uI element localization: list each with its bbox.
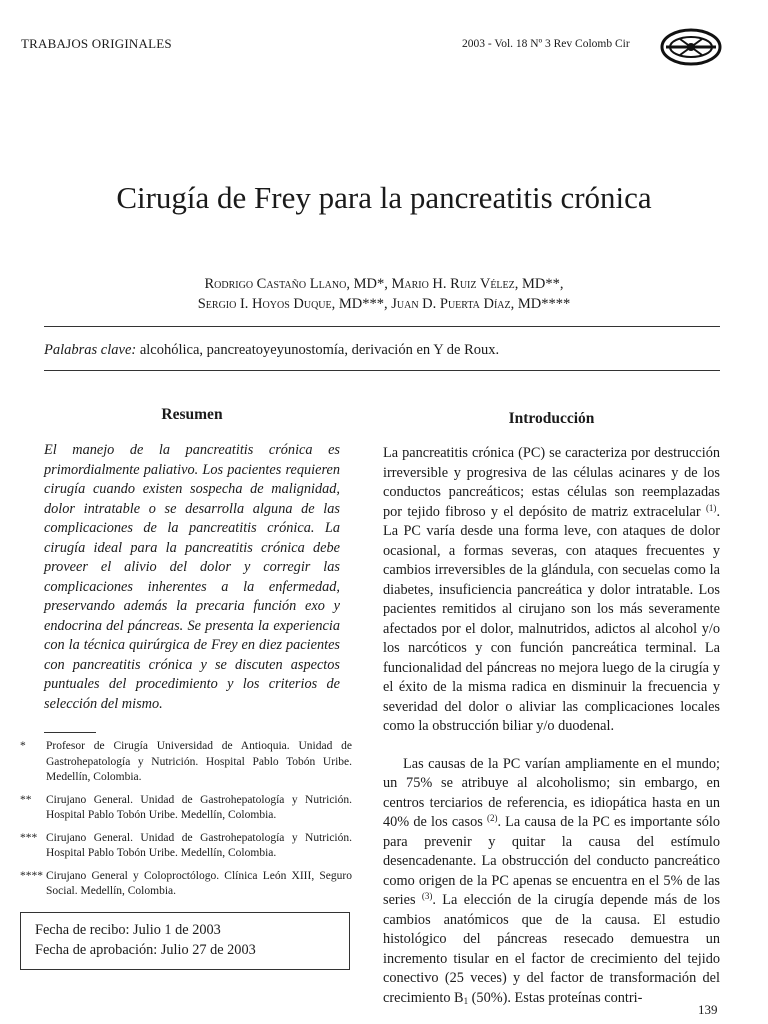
keywords	[44, 342, 499, 359]
footnote-text: Cirujano General y Coloproctólogo. Clínica León XIII, Seguro Social. Medellín, Colombia.	[46, 869, 352, 897]
footnote-text: Cirujano General. Unidad de Gastrohepatología y Nutrición. Hospital Pablo Tobón Uribe. Medellín, Colombia.	[46, 831, 352, 859]
text-run: Las causas de la PC varían ampliamente en el mundo; un 75% se atribuye al alcoholismo; sin embargo, en centros terciarios de referencia, es idiopática hasta en un 40% de los casos	[383, 755, 720, 830]
footnote-mark: ****	[20, 869, 43, 882]
section-label: TRABAJOS ORIGINALES	[21, 36, 172, 51]
keywords-text: alcohólica, pancreatoyeyunostomía, derivación en Y de Roux.	[136, 342, 500, 358]
page-number: 139	[698, 1002, 718, 1017]
footnote-mark: *	[20, 740, 26, 752]
footnote	[20, 739, 352, 786]
dates-box	[20, 912, 350, 970]
footnotes	[20, 739, 352, 907]
introduction-text	[383, 444, 720, 1008]
subscript: 1	[463, 995, 469, 1006]
authors	[0, 274, 768, 314]
citation: (3)	[421, 891, 433, 901]
footnote-mark: **	[20, 793, 32, 806]
footnote-mark: ***	[20, 831, 38, 844]
paragraph	[383, 444, 720, 737]
footnote	[20, 869, 352, 900]
divider	[44, 370, 720, 371]
text-run: La pancreatitis crónica (PC) se caracteriza por destrucción irreversible y progresiva de las células acinares y de los conductos pancreáticos; estas células son reemplazadas por tejido fibroso y el depósito de matriz extracelular	[383, 445, 720, 520]
authors-line: Rodrigo Castaño Llano, MD*, Mario H. Ruiz Vélez, MD**,	[204, 276, 564, 292]
journal-logo-icon	[660, 28, 722, 66]
divider	[44, 326, 720, 327]
footnote	[20, 831, 352, 862]
journal-reference: 2003 - Vol. 18 Nº 3 Rev Colomb Cir	[462, 38, 630, 50]
text-run: . La causa de la PC es importante sólo para prevenir y quitar la causa del estímulo desencadenante. La obstrucción del conducto pancreático como origen de la PC apenas se encuentra en el 5% de las series	[383, 814, 720, 908]
abstract-heading: Resumen	[161, 406, 223, 423]
article-title: Cirugía de Frey para la pancreatitis crónica	[116, 180, 652, 215]
paragraph	[383, 755, 720, 1009]
text-run: (50%). Estas proteínas contri-	[468, 989, 643, 1006]
text-run: . La PC varía desde una forma leve, con ataques de dolor ocasional, a formas severas, con ataques frecuentes y cambios irreversibles de la glándula, con secuelas como la diabetes, insuficiencia pancreática y dolor intratable. Los pacientes remitidos al cirujano son los más severamente afectados por el dolor, malnutridos, adictos al alcohol y/o los narcóticos y con función pancreática terminal. La funcionalidad del páncreas no mejora luego de la cirugía y el éxito de la misma radica en disminuir la frecuencia y severidad del dolor o aliviar las complicaciones locales como la obstrucción biliar y/o duodenal.	[383, 503, 721, 734]
received-date: Fecha de recibo: Julio 1 de 2003	[35, 922, 221, 938]
citation: (1)	[705, 502, 717, 513]
footnote-text: Cirujano General. Unidad de Gastrohepatología y Nutrición. Hospital Pablo Tobón Uribe. Medellín, Colombia.	[46, 793, 352, 821]
introduction-heading: Introducción	[508, 410, 595, 427]
footnote-divider	[44, 732, 96, 733]
footnote-text: Profesor de Cirugía Universidad de Antioquia. Unidad de Gastrohepatología y Nutrición. Hospital Pablo Tobón Uribe. Medellín, Colombia.	[46, 740, 352, 783]
citation: (2)	[486, 813, 498, 823]
footnote	[20, 793, 352, 824]
keywords-label: Palabras clave:	[44, 342, 137, 358]
abstract-text: El manejo de la pancreatitis crónica es primordialmente paliativo. Los pacientes requieren cirugía cuando existen sospecha de malignidad, dolor intratable o se desarrolla alguna de las complicaciones de la pancreatitis crónica. La cirugía ideal para la pancreatitis crónica debe proveer el alivio del dolor y corregir las complicaciones inherentes a la enfermedad, preservando además la precaria función exo y endocrina del páncreas. Se presenta la experiencia con la técnica quirúrgica de Frey en diez pacientes con pancreatitis crónica y se discuten aspectos puntuales del procedimiento y los criterios de selección del mismo.	[44, 442, 340, 712]
text-run: . La elección de la cirugía depende más de los cambios anatómicos que de la causa. El estudio histológico del páncreas resecado demuestra un incremento tisular en el factor de crecimiento del tejido conectivo (25 veces) y del factor de transformación del crecimiento B	[383, 892, 721, 1006]
approved-date: Fecha de aprobación: Julio 27 de 2003	[35, 941, 256, 958]
authors-line: Sergio I. Hoyos Duque, MD***, Juan D. Puerta Díaz, MD****	[197, 296, 571, 312]
